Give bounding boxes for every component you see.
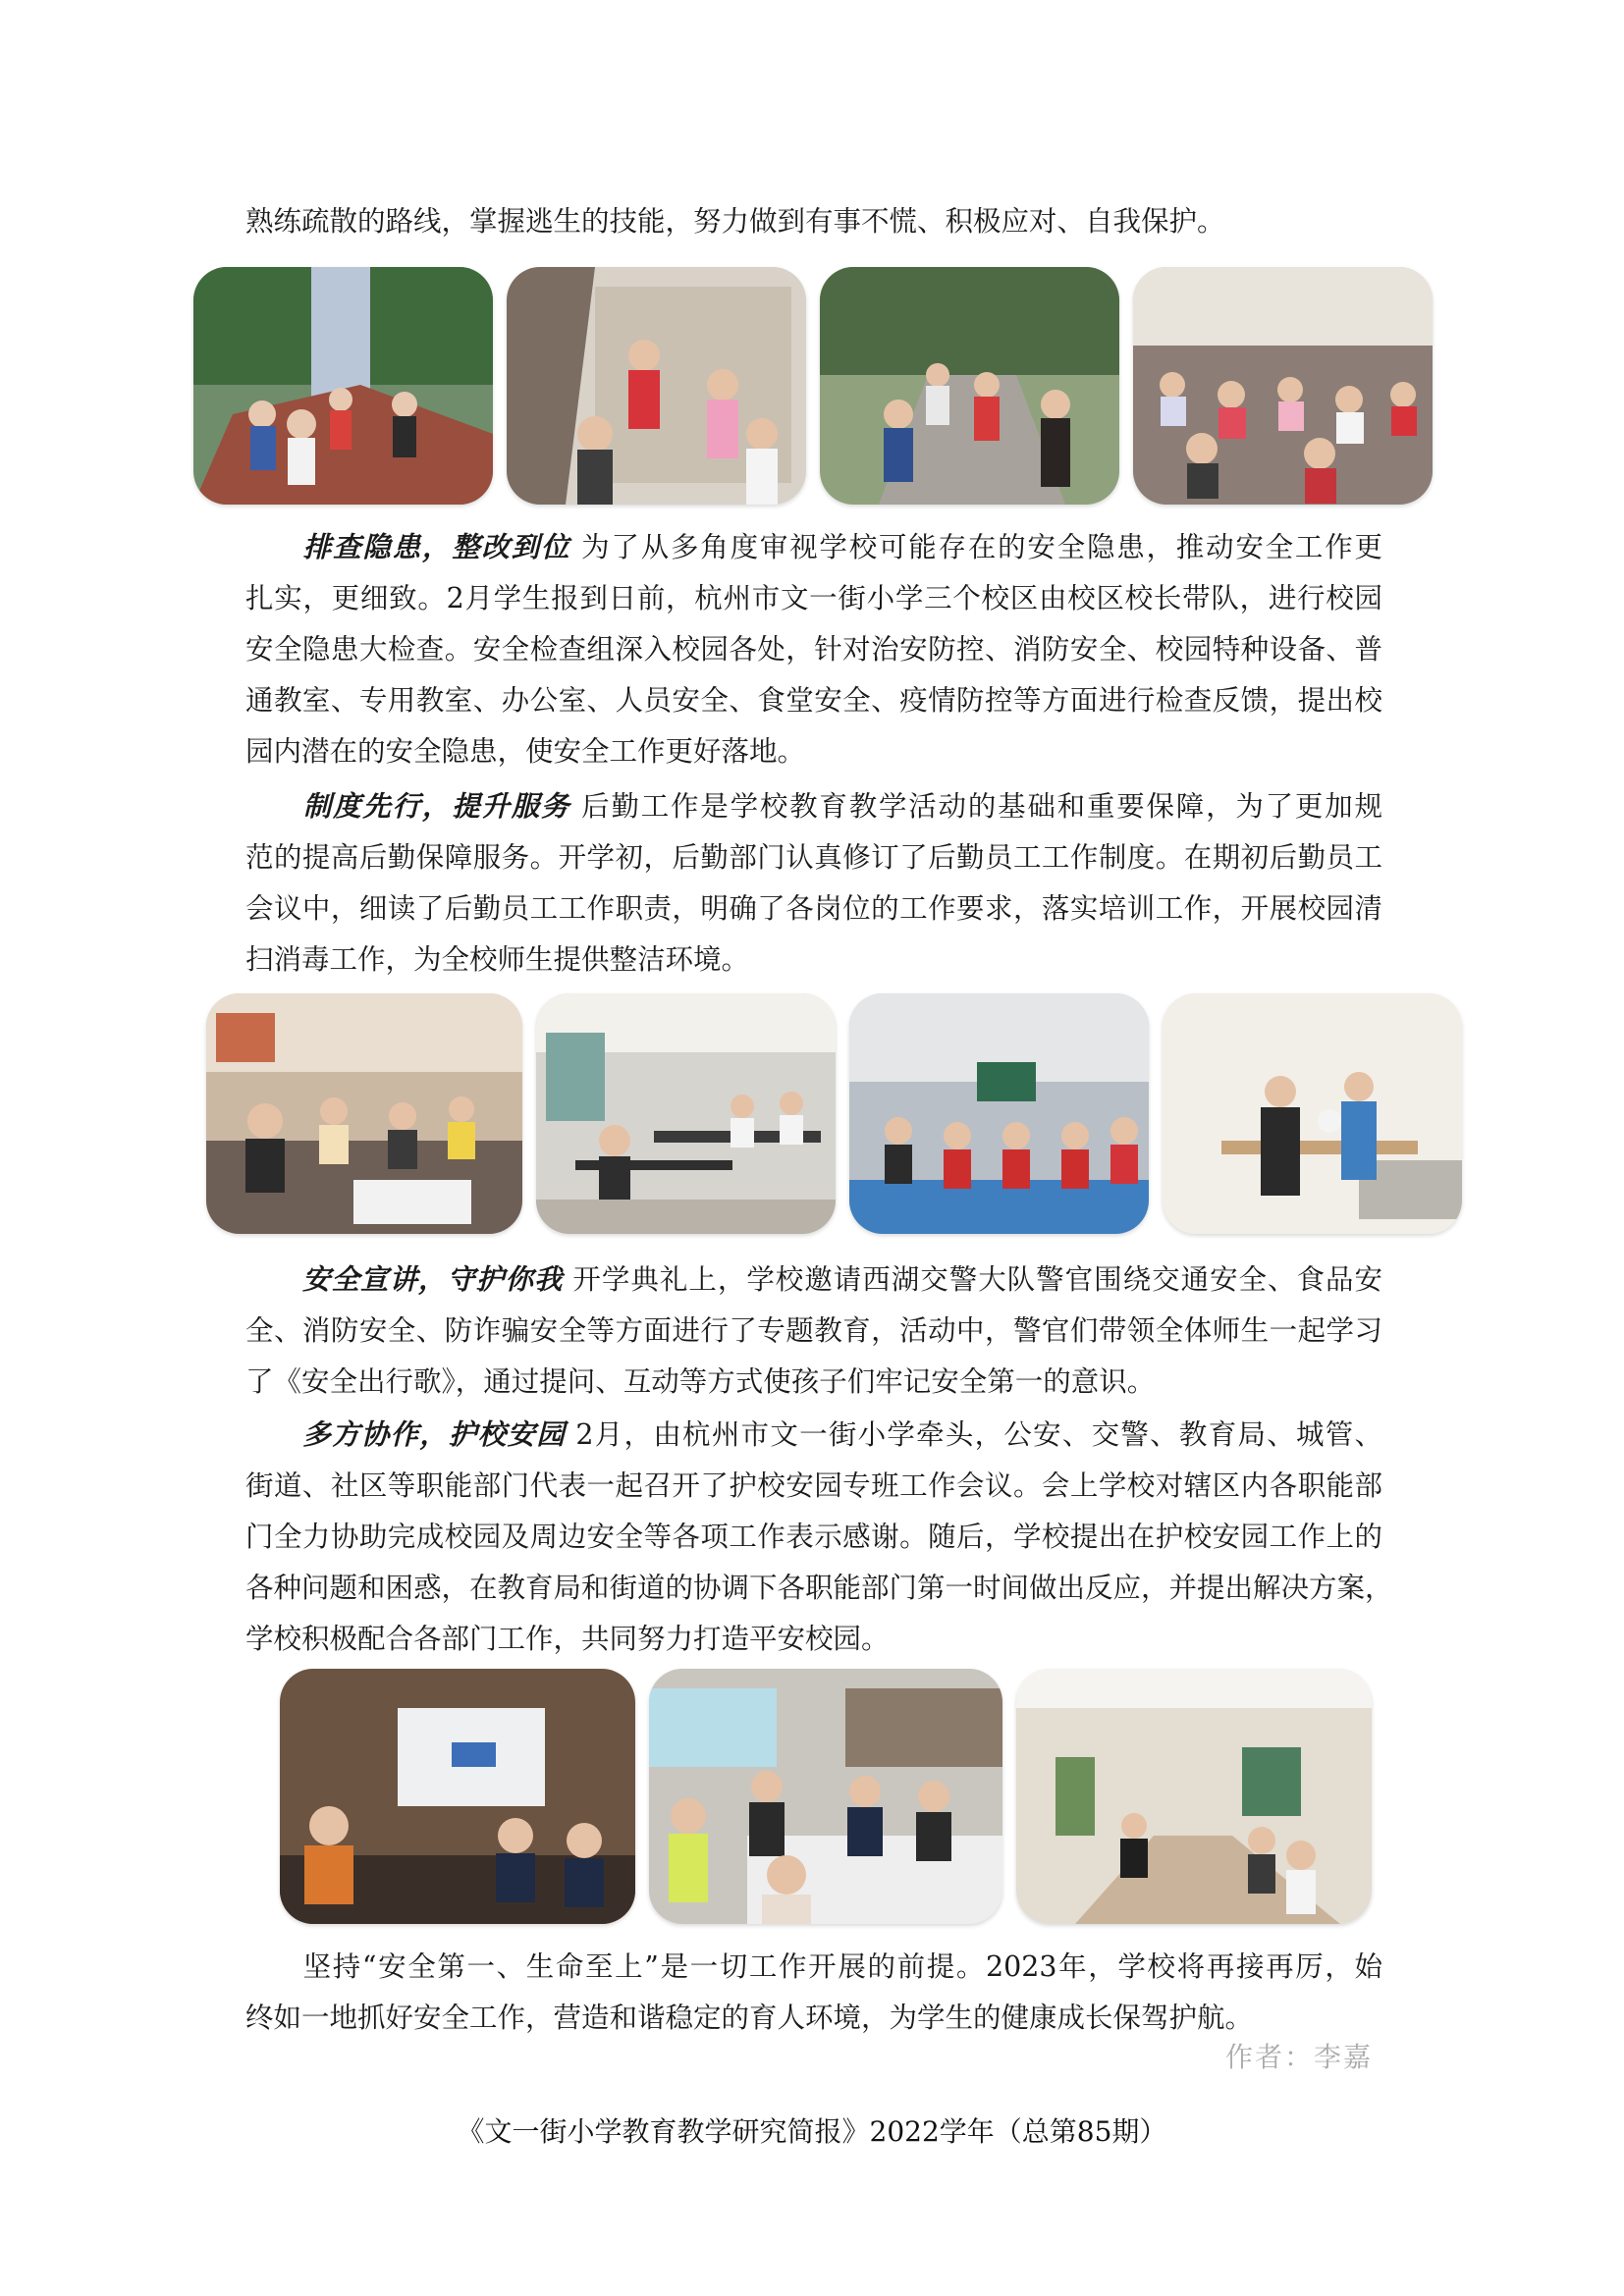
security-meeting-presentation-photo (280, 1669, 635, 1924)
section-text: 扎实，更细致。2月学生报到日前，杭州市文一街小学三个校区由校区校长带队，进行校园 (245, 582, 1382, 614)
photo-row-3 (280, 1669, 1372, 1924)
staff-meeting-classroom-photo (206, 993, 522, 1234)
section-text: 街道、社区等职能部门代表一起召开了护校安园专班工作会议。会上学校对辖区内各职能部 (245, 1469, 1382, 1502)
section-text: 了《安全出行歌》，通过提问、互动等方式使孩子们牢记安全第一的意识。 (245, 1365, 1156, 1398)
section-text: 通教室、专用教室、办公室、人员安全、食堂安全、疫情防控等方面进行检查反馈，提出校 (245, 684, 1382, 717)
staff-training-hall-photo (849, 993, 1149, 1234)
section-text: 为了从多角度审视学校可能存在的安全隐患，推动安全工作更 (570, 531, 1382, 563)
conclusion-text: 坚持“安全第一、生命至上”是一切工作开展的前提。2023年，学校将再接再厉，始 (301, 1950, 1382, 1983)
author-byline: 作者：李嘉 (1225, 2041, 1374, 2073)
campus-running-students-photo (193, 267, 493, 505)
staff-working-at-table-photo (1163, 993, 1462, 1234)
section-text: 门全力协助完成校园及周边安全等各项工作表示感谢。随后，学校提出在护校安园工作上的 (245, 1521, 1382, 1553)
section-text: 开学典礼上，学校邀请西湖交警大队警官围绕交通安全、食品安 (563, 1263, 1382, 1296)
section-heading: 制度先行，提升服务 (301, 790, 571, 823)
section-text: 安全隐患大检查。安全检查组深入校园各处，针对治安防控、消防安全、校园特种设备、普 (245, 633, 1382, 666)
dining-hall-staff-photo (536, 993, 836, 1234)
section-text: 后勤工作是学校教育教学活动的基础和重要保障，为了更加规 (570, 790, 1382, 823)
section-heading: 排查隐患，整改到位 (301, 531, 571, 563)
conference-table-officers-photo (649, 1669, 1002, 1924)
section-text: 园内潜在的安全隐患，使安全工作更好落地。 (245, 735, 806, 768)
section-logistics (245, 781, 1382, 986)
intro-line: 熟练疏散的路线，掌握逃生的技能，努力做到有事不慌、积极应对、自我保护。 (245, 205, 1225, 238)
section-hazard-inspection (245, 522, 1382, 777)
section-text: 范的提高后勤保障服务。开学初，后勤部门认真修订了后勤员工工作制度。在期初后勤员工 (245, 841, 1382, 874)
section-text: 全、消防安全、防诈骗安全等方面进行了专题教育，活动中，警官们带领全体师生一起学习 (245, 1314, 1382, 1347)
conclusion-paragraph (245, 1942, 1382, 2044)
students-crouching-in-assembly-photo (1133, 267, 1433, 505)
section-text: 学校积极配合各部门工作，共同努力打造平安校园。 (245, 1623, 890, 1655)
section-safety-lecture (245, 1255, 1382, 1408)
long-conference-room-photo (1016, 1669, 1372, 1924)
section-heading: 安全宣讲，守护你我 (301, 1263, 564, 1296)
photo-row-1 (193, 267, 1433, 505)
section-heading: 多方协作，护校安园 (301, 1418, 567, 1451)
photo-row-2 (206, 993, 1462, 1234)
conclusion-text: 终如一地抓好安全工作，营造和谐稳定的育人环境，为学生的健康成长保驾护航。 (245, 2002, 1254, 2034)
page-footer: 《文一街小学教育教学研究简报》2022学年（总第85期） (457, 2115, 1167, 2148)
evacuation-on-campus-road-photo (820, 267, 1119, 505)
section-text: 扫消毒工作，为全校师生提供整洁环境。 (245, 943, 750, 976)
section-joint-cooperation (245, 1410, 1393, 1665)
section-text: 会议中，细读了后勤员工工作职责，明确了各岗位的工作要求，落实培训工作，开展校园清 (245, 892, 1382, 925)
section-text: 各种问题和困惑，在教育局和街道的协调下各职能部门第一时间做出反应，并提出解决方案， (245, 1572, 1393, 1604)
stairwell-evacuation-photo (507, 267, 806, 505)
section-text: 2月，由杭州市文一街小学牵头，公安、交警、教育局、城管、 (566, 1418, 1382, 1451)
intro-paragraph (245, 196, 1382, 247)
